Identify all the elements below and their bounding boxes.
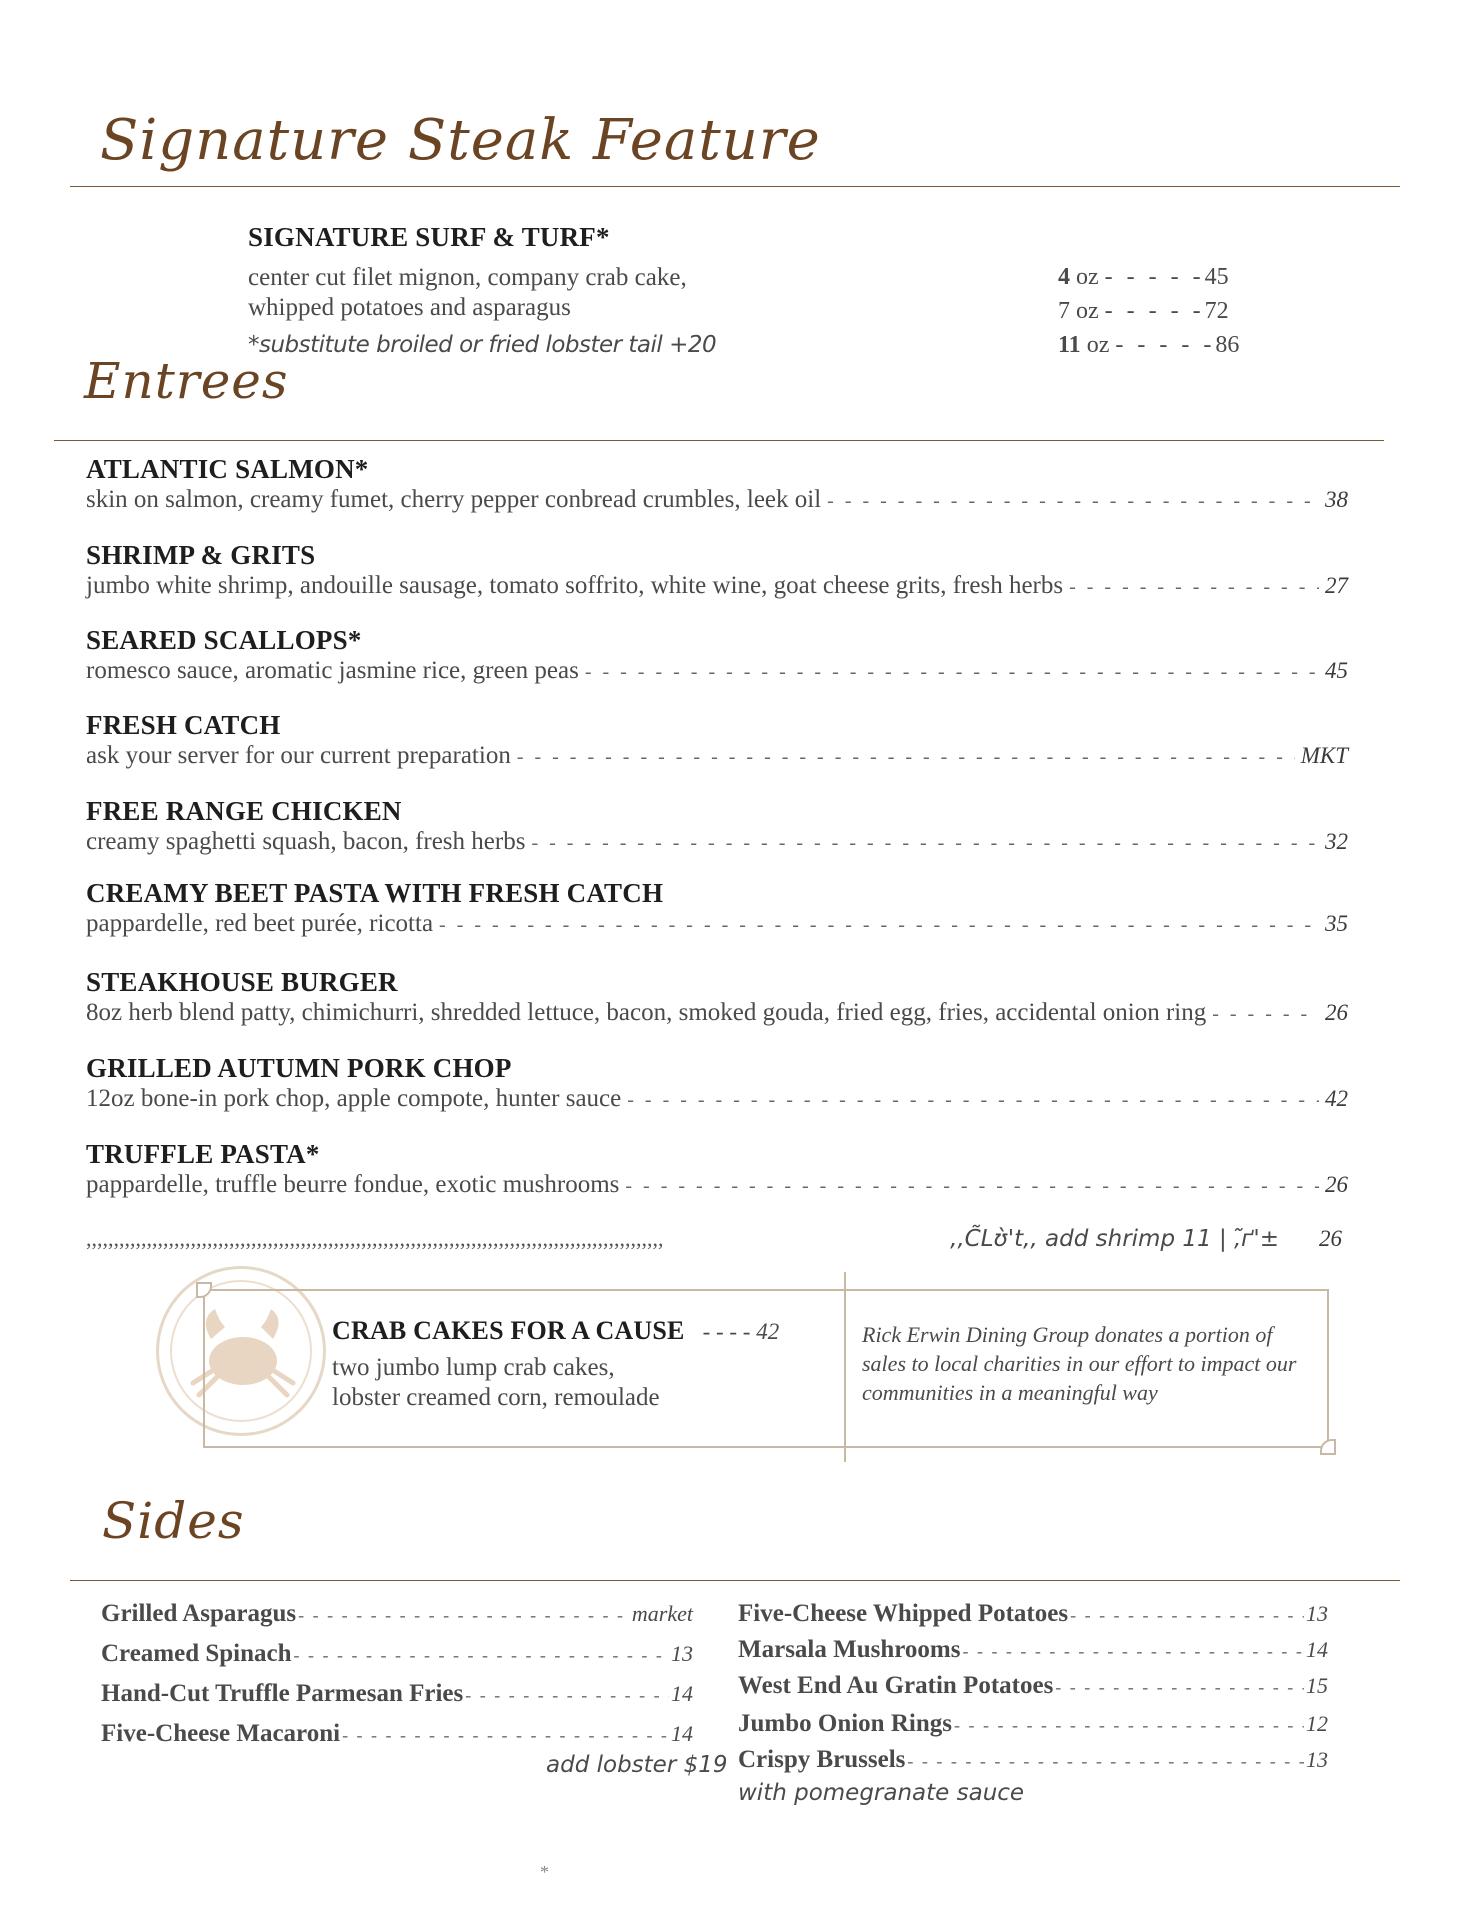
- entree-desc-line: [86, 742, 1348, 770]
- entree-desc: creamy spaghetti squash, bacon, fresh herbs: [86, 828, 526, 855]
- size-price: 45: [1204, 264, 1229, 290]
- entree-title: GRILLED AUTUMN PORK CHOP: [86, 1053, 512, 1083]
- garbled-addon-text: ,,C̃Lʊ̀'t,, add shrimp 11 | ,̃ґ'±: [950, 1226, 1279, 1252]
- side-name: Jumbo Onion Rings: [738, 1710, 952, 1737]
- entree-title: SHRIMP & GRITS: [86, 540, 316, 570]
- side-name: Five-Cheese Whipped Potatoes: [738, 1600, 1069, 1627]
- size-dots: - - - - -: [1115, 332, 1216, 358]
- leader-dots: [1070, 1605, 1304, 1626]
- size-row: [1058, 298, 1239, 332]
- leader-dots: [517, 746, 1295, 769]
- cause-note: [862, 1320, 1296, 1407]
- entree-desc-line: [86, 486, 1348, 514]
- side-name: Grilled Asparagus: [101, 1600, 297, 1627]
- leader-dots: [585, 661, 1319, 684]
- side-name: West End Au Gratin Potatoes: [738, 1672, 1054, 1699]
- entree-price: 45: [1325, 658, 1348, 683]
- entree-price: 42: [1325, 1086, 1348, 1111]
- leader-dots: [531, 832, 1319, 855]
- side-price: 13: [1306, 1747, 1328, 1772]
- size-value: 7: [1058, 298, 1070, 324]
- cause-desc-line2: lobster creamed corn, remoulade: [332, 1384, 660, 1411]
- side-name: Marsala Mushrooms: [738, 1636, 961, 1663]
- entree-title: FREE RANGE CHICKEN: [86, 796, 402, 826]
- leader-dots: [298, 1605, 630, 1626]
- entree-title: STEAKHOUSE BURGER: [86, 967, 398, 997]
- side-item: [101, 1600, 693, 1628]
- entree-desc: 12oz bone-in pork chop, apple compote, hunter sauce: [86, 1085, 622, 1112]
- side-name: Crispy Brussels: [738, 1746, 906, 1773]
- side-name: Hand-Cut Truffle Parmesan Fries: [101, 1680, 464, 1707]
- side-item: [101, 1720, 693, 1748]
- side-price: market: [631, 1601, 693, 1626]
- side-name: Creamed Spinach: [101, 1640, 292, 1667]
- size-price: 86: [1215, 332, 1240, 358]
- side-price: 12: [1306, 1711, 1328, 1736]
- side-name: Five-Cheese Macaroni: [101, 1720, 341, 1747]
- entree-price: 32: [1325, 829, 1348, 854]
- leader-dots: [827, 490, 1319, 513]
- entree-desc-line: [86, 910, 1348, 938]
- size-unit: oz: [1076, 264, 1099, 290]
- side-price: 14: [671, 1681, 693, 1706]
- side-item: [101, 1680, 693, 1708]
- size-value: 4: [1058, 264, 1070, 290]
- entree-desc-line: [86, 828, 1348, 856]
- size-price: 72: [1204, 298, 1229, 324]
- footer-mark: *: [540, 1862, 549, 1882]
- cause-desc-line1: two jumbo lump crab cakes,: [332, 1354, 615, 1381]
- entree-title: TRUFFLE PASTA*: [86, 1139, 320, 1169]
- side-item: [738, 1636, 1328, 1664]
- cause-divider: [844, 1272, 846, 1462]
- sides-heading: Sides: [102, 1492, 245, 1550]
- entree-desc-line: [86, 657, 1348, 685]
- entree-desc: jumbo white shrimp, andouille sausage, tomato soffrito, white wine, goat cheese grits, fresh herbs: [86, 572, 1064, 599]
- entree-price: 27: [1325, 573, 1348, 598]
- entree-desc-line: [86, 1085, 1348, 1113]
- side-item: [738, 1746, 1328, 1774]
- entree-title: SEARED SCALLOPS*: [86, 625, 362, 655]
- leader-dots: [465, 1685, 669, 1706]
- entree-desc: pappardelle, truffle beurre fondue, exotic mushrooms: [86, 1171, 620, 1198]
- side-price: 13: [671, 1641, 693, 1666]
- entree-price: MKT: [1300, 743, 1348, 768]
- entree-desc: romesco sauce, aromatic jasmine rice, green peas: [86, 657, 579, 684]
- leader-dots: [294, 1645, 669, 1666]
- entree-desc: pappardelle, red beet purée, ricotta: [86, 910, 434, 937]
- cause-title: CRAB CAKES FOR A CAUSE: [332, 1316, 685, 1345]
- leader-dots: [1055, 1677, 1304, 1698]
- entree-price: 38: [1325, 487, 1348, 512]
- leader-dots: [1069, 576, 1319, 599]
- signature-item-title: SIGNATURE SURF & TURF*: [248, 222, 610, 252]
- entree-price: 35: [1325, 911, 1348, 936]
- entree-title: ATLANTIC SALMON*: [86, 454, 369, 484]
- signature-desc-line1: center cut filet mignon, company crab cake,: [248, 264, 687, 291]
- signature-substitute: *substitute broiled or fried lobster tail +20: [248, 332, 717, 358]
- size-unit: oz: [1076, 298, 1099, 324]
- leader-dots: [962, 1641, 1304, 1662]
- leader-dots: [907, 1751, 1304, 1772]
- signature-rule: [70, 186, 1400, 187]
- side-item: [738, 1710, 1328, 1738]
- leader-dots: [342, 1725, 669, 1746]
- signature-heading: Signature Steak Feature: [100, 108, 821, 173]
- entrees-heading: Entrees: [84, 352, 289, 410]
- size-unit: oz: [1086, 332, 1110, 358]
- side-price: 14: [1306, 1637, 1328, 1662]
- side-item: [101, 1640, 693, 1668]
- sides-rule: [70, 1580, 1400, 1581]
- size-row: [1058, 332, 1239, 366]
- entree-desc: 8oz herb blend patty, chimichurri, shredded lettuce, bacon, smoked gouda, fried egg, fries, accidental onion ring: [86, 999, 1207, 1026]
- garbled-addon-price: 26: [1319, 1226, 1342, 1251]
- entree-title: CREAMY BEET PASTA WITH FRESH CATCH: [86, 878, 664, 908]
- side-item: [738, 1600, 1328, 1628]
- size-dots: - - - - -: [1104, 264, 1205, 290]
- entree-price: 26: [1325, 1172, 1348, 1197]
- side-item: [738, 1672, 1328, 1700]
- leader-dots: [627, 1089, 1319, 1112]
- side-price: 13: [1306, 1601, 1328, 1626]
- entree-desc-line: [86, 999, 1348, 1027]
- cause-note-line3: communities in a meaningful way: [862, 1380, 1158, 1405]
- signature-size-list: [1058, 264, 1239, 366]
- size-value: 11: [1058, 332, 1081, 358]
- entree-desc: skin on salmon, creamy fumet, cherry pepper conbread crumbles, leek oil: [86, 486, 822, 513]
- entree-price: 26: [1325, 1000, 1348, 1025]
- garbled-addon-line: [86, 1226, 1342, 1252]
- entree-desc-line: [86, 572, 1348, 600]
- garbled-dots: ,,,,,,,,,,,,,,,,,,,,,,,,,,,,,,,,,,,,,,,,,,,,,,,,,,,,,,,,,,,,,,,,,,,,,,,,,,,,,,,,,,,,,,,,,,,,,,,,,,,,,,,,,: [86, 1226, 664, 1251]
- entree-title: FRESH CATCH: [86, 710, 281, 740]
- cause-note-line1: Rick Erwin Dining Group donates a portion of: [862, 1322, 1273, 1347]
- sides-right-addon: with pomegranate sauce: [738, 1780, 1025, 1806]
- cause-note-line2: sales to local charities in our effort to impact our: [862, 1351, 1297, 1376]
- entree-desc: ask your server for our current preparation: [86, 742, 511, 769]
- side-price: 15: [1306, 1673, 1328, 1698]
- signature-desc-line2: whipped potatoes and asparagus: [248, 294, 571, 321]
- side-price: 14: [671, 1721, 693, 1746]
- leader-dots: [954, 1715, 1304, 1736]
- cause-title-row: [332, 1316, 779, 1346]
- leader-dots: [1212, 1003, 1319, 1026]
- size-dots: - - - - -: [1104, 298, 1205, 324]
- size-row: [1058, 264, 1239, 298]
- leader-dots: [439, 914, 1319, 937]
- leader-dots: [625, 1175, 1319, 1198]
- entree-desc-line: [86, 1171, 1348, 1199]
- entrees-rule: [54, 440, 1384, 441]
- sides-left-addon: add lobster $19: [546, 1752, 728, 1778]
- cause-price: - - - - 42: [702, 1319, 780, 1344]
